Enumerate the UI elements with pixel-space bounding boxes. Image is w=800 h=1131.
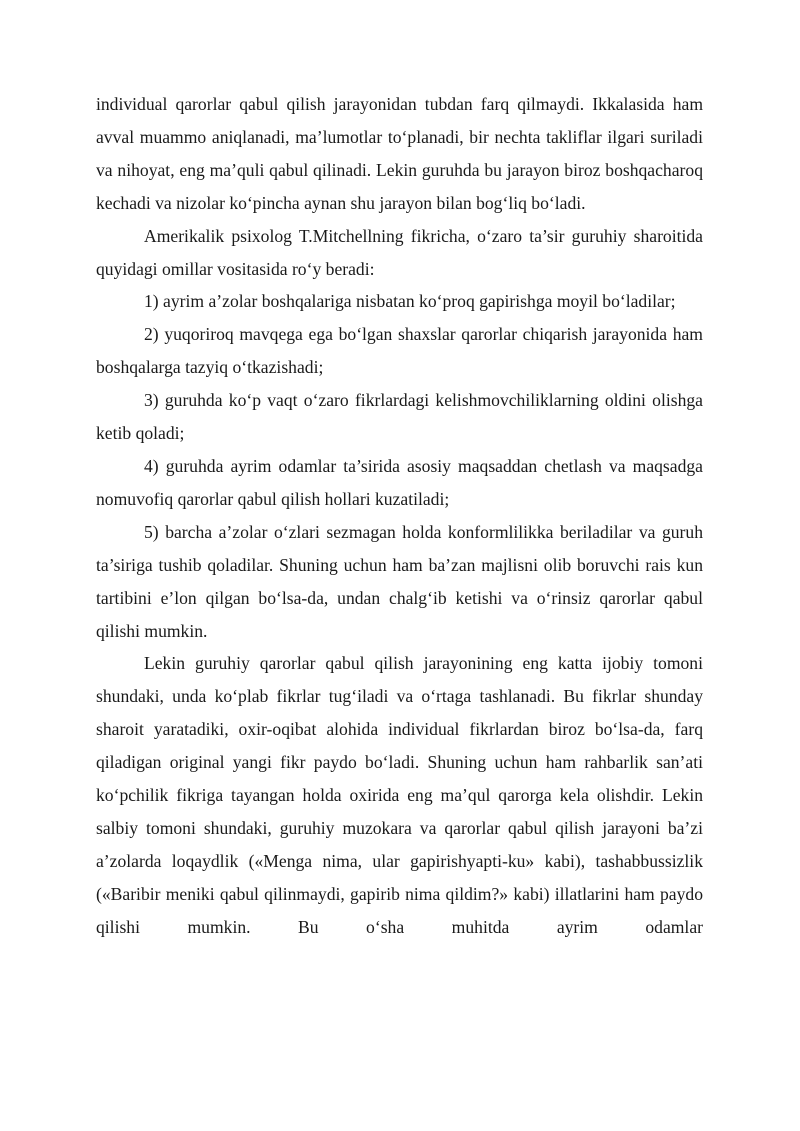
paragraph-group-decisions: Lekin guruhiy qarorlar qabul qilish jarayonining eng katta ijobiy tomoni shundaki, unda ko‘plab fikrlar tug‘iladi va o‘rtaga tashlanadi. Bu fikrlar shunday sharoit yaratadiki, oxir-oqibat alohida individual fikrlardan biroz bo‘lsa-da, farq qiladigan original yangi fikr paydo bo‘ladi. Shuning uchun ham rahbarlik san’ati ko‘pchilik fikriga tayangan holda oxirida eng ma’qul qarorga kela olishdir. Lekin salbiy tomoni shundaki, guruhiy muzokara va qarorlar qabul qilish jarayoni ba’zi a’zolarda loqaydlik («Menga nima, ular gapirishyapti-ku» kabi), tashabbussizlik («Baribir meniki qabul qilinmaydi, gapirib nima qildim?» kabi) illatlarini ham paydo qilishi mumkin. Bu o‘sha muhitda ayrim odamlar [96,653,703,937]
list-item-3: 3) guruhda ko‘p vaqt o‘zaro fikrlardagi kelishmovchiliklarning oldini olishga ketib qoladi; [96,390,703,444]
paragraph-continuation: individual qarorlar qabul qilish jarayonidan tubdan farq qilmaydi. Ikkalasida ham avval muammo aniqlanadi, ma’lumotlar to‘planadi, bir nechta takliflar ilgari suriladi va nihoyat, eng ma’quli qabul qilinadi. Lekin guruhda bu jarayon biroz boshqacharoq kechadi va nizolar ko‘pincha aynan shu jarayon bilan bog‘liq bo‘ladi. [96,94,703,213]
list-item-5: 5) barcha a’zolar o‘zlari sezmagan holda konformlilikka beriladilar va guruh ta’siriga tushib qoladilar. Shuning uchun ham ba’zan majlisni olib boruvchi rais kun tartibini e’lon qilgan bo‘lsa-da, undan chalg‘ib ketishi va o‘rinsiz qarorlar qabul qilishi mumkin. [96,521,703,641]
list-item-1: 1) ayrim a’zolar boshqalariga nisbatan ko‘proq gapirishga moyil bo‘ladilar; [144,291,676,312]
list-item-4: 4) guruhda ayrim odamlar ta’sirida asosiy maqsaddan chetlash va maqsadga nomuvofiq qarorlar qabul qilish hollari kuzatiladi; [96,455,703,509]
document-page [96,88,703,944]
paragraph-mitchell-intro: Amerikalik psixolog T.Mitchellning fikricha, o‘zaro ta’sir guruhiy sharoitida quyidagi omillar vositasida ro‘y beradi: [96,225,703,279]
list-item-2: 2) yuqoriroq mavqega ega bo‘lgan shaxslar qarorlar chiqarish jarayonida ham boshqalarga tazyiq o‘tkazishadi; [96,324,703,378]
